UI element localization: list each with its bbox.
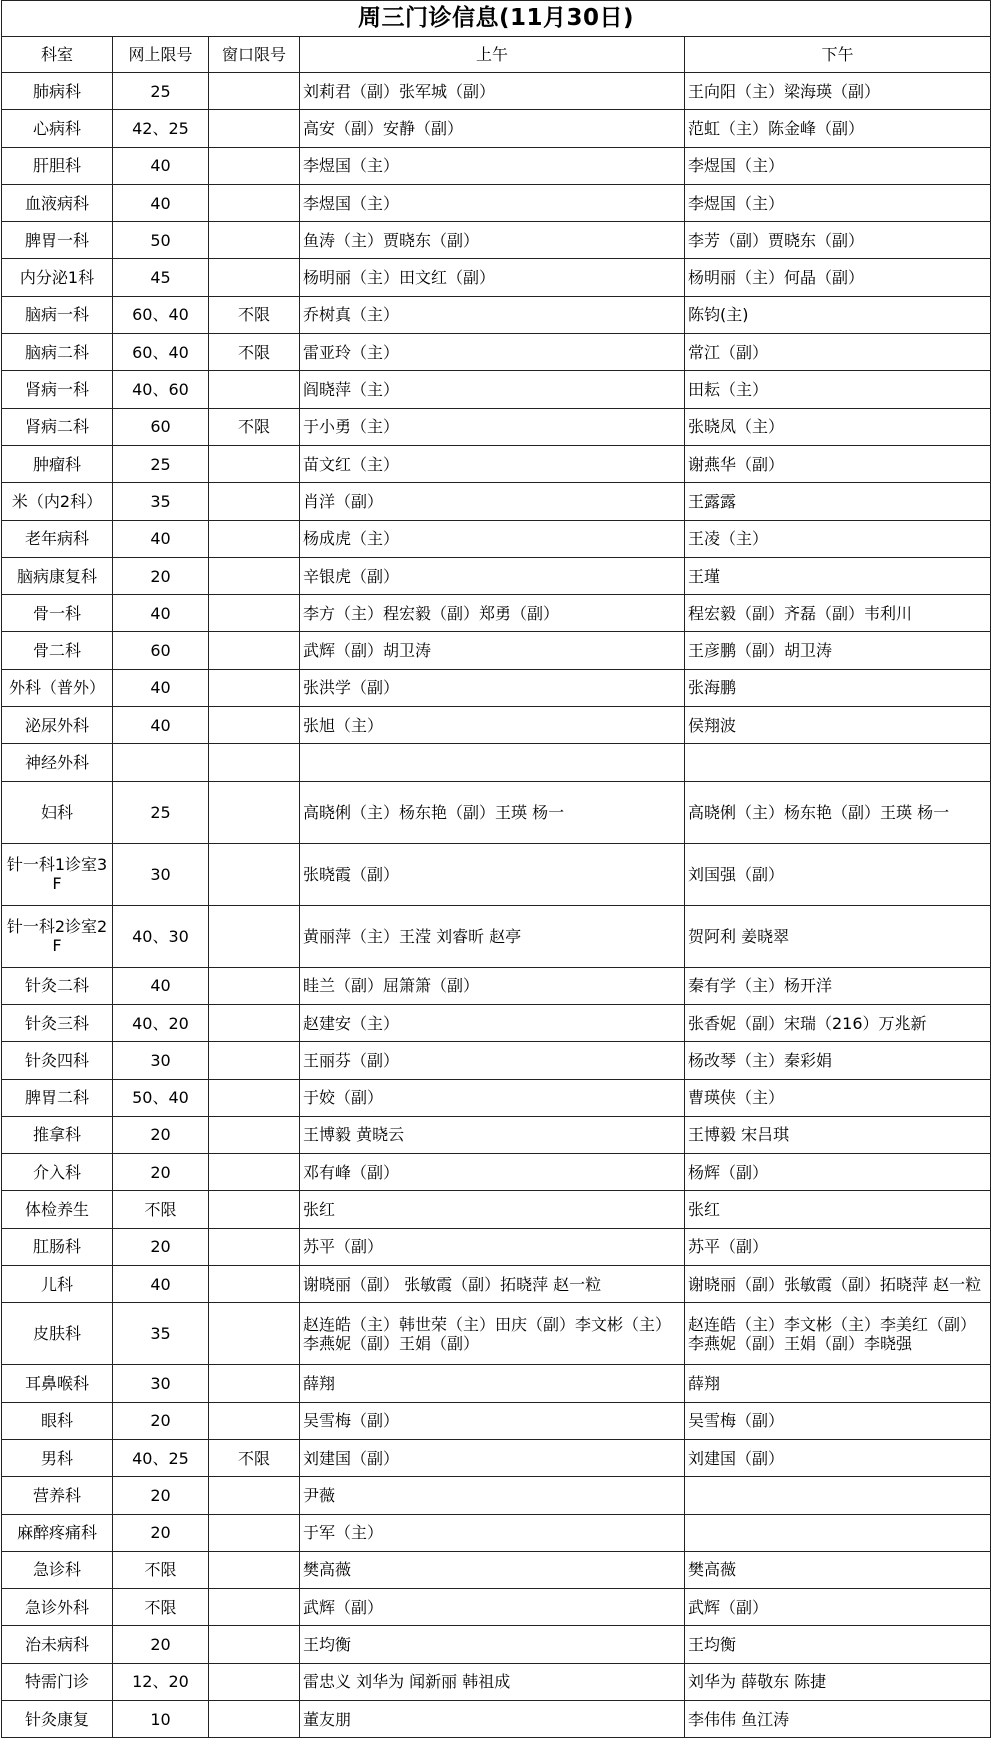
online-limit-cell: 20 (113, 1402, 209, 1439)
table-row (2, 1079, 991, 1116)
table-row (2, 595, 991, 632)
table-row (2, 1477, 991, 1514)
window-limit-cell (209, 445, 300, 482)
column-header-afternoon: 下午 (685, 37, 991, 73)
dept-cell: 针灸康复 (2, 1700, 113, 1737)
dept-cell: 针灸三科 (2, 1004, 113, 1041)
afternoon-doctors-cell: 王向阳（主）梁海瑛（副） (685, 73, 991, 110)
morning-doctors-cell: 于姣（副） (300, 1079, 685, 1116)
window-limit-cell (209, 905, 300, 967)
online-limit-cell: 20 (113, 1514, 209, 1551)
online-limit-cell: 40 (113, 1266, 209, 1303)
dept-cell: 针灸二科 (2, 967, 113, 1004)
dept-cell: 外科（普外） (2, 669, 113, 706)
table-row (2, 1228, 991, 1265)
afternoon-doctors-cell: 张香妮（副）宋瑞（216）万兆新 (685, 1004, 991, 1041)
dept-cell: 神经外科 (2, 744, 113, 781)
online-limit-cell: 40 (113, 184, 209, 221)
table-row (2, 905, 991, 967)
table-row (2, 110, 991, 147)
online-limit-cell: 不限 (113, 1551, 209, 1588)
afternoon-doctors-cell: 常江（副） (685, 334, 991, 371)
afternoon-doctors-cell: 樊高薇 (685, 1551, 991, 1588)
afternoon-doctors-cell: 王均衡 (685, 1626, 991, 1663)
morning-doctors-cell: 武辉（副） (300, 1589, 685, 1626)
column-header-online-limit: 网上限号 (113, 37, 209, 73)
table-row (2, 1191, 991, 1228)
table-row (2, 1365, 991, 1402)
dept-cell: 推拿科 (2, 1116, 113, 1153)
window-limit-cell (209, 1402, 300, 1439)
morning-doctors-cell: 薛翔 (300, 1365, 685, 1402)
table-row (2, 334, 991, 371)
morning-doctors-cell: 赵建安（主） (300, 1004, 685, 1041)
schedule-table (1, 0, 991, 1738)
table-row (2, 1402, 991, 1439)
afternoon-doctors-cell: 薛翔 (685, 1365, 991, 1402)
morning-doctors-cell: 刘莉君（副）张军城（副） (300, 73, 685, 110)
morning-doctors-cell: 张洪学（副） (300, 669, 685, 706)
afternoon-doctors-cell: 秦有学（主）杨开洋 (685, 967, 991, 1004)
morning-doctors-cell: 苗文红（主） (300, 445, 685, 482)
afternoon-doctors-cell: 程宏毅（副）齐磊（副）韦利川 (685, 595, 991, 632)
afternoon-doctors-cell: 刘华为 薛敬东 陈捷 (685, 1663, 991, 1700)
afternoon-doctors-cell: 苏平（副） (685, 1228, 991, 1265)
afternoon-doctors-cell: 谢晓丽（副）张敏霞（副）拓晓萍 赵一粒 (685, 1266, 991, 1303)
afternoon-doctors-cell: 赵连皓（主）李文彬（主）李美红（副）李燕妮（副）王娟（副）李晓强 (685, 1303, 991, 1365)
morning-doctors-cell: 赵连皓（主）韩世荣（主）田庆（副）李文彬（主）李燕妮（副）王娟（副） (300, 1303, 685, 1365)
column-header-dept: 科室 (2, 37, 113, 73)
morning-doctors-cell: 樊高薇 (300, 1551, 685, 1588)
window-limit-cell (209, 1116, 300, 1153)
table-row (2, 1154, 991, 1191)
table-row (2, 296, 991, 333)
morning-doctors-cell: 于军（主） (300, 1514, 685, 1551)
table-row (2, 259, 991, 296)
table-row (2, 744, 991, 781)
afternoon-doctors-cell: 王瑾 (685, 557, 991, 594)
online-limit-cell: 不限 (113, 1589, 209, 1626)
online-limit-cell: 60、40 (113, 334, 209, 371)
afternoon-doctors-cell: 杨改琴（主）秦彩娟 (685, 1042, 991, 1079)
dept-cell: 皮肤科 (2, 1303, 113, 1365)
morning-doctors-cell: 肖洋（副） (300, 483, 685, 520)
dept-cell: 营养科 (2, 1477, 113, 1514)
morning-doctors-cell: 刘建国（副） (300, 1439, 685, 1476)
window-limit-cell (209, 110, 300, 147)
morning-doctors-cell: 高安（副）安静（副） (300, 110, 685, 147)
table-row (2, 222, 991, 259)
table-row (2, 781, 991, 843)
dept-cell: 骨二科 (2, 632, 113, 669)
dept-cell: 麻醉疼痛科 (2, 1514, 113, 1551)
table-row (2, 1663, 991, 1700)
header-row (2, 37, 991, 73)
morning-doctors-cell: 高晓俐（主）杨东艳（副）王瑛 杨一 (300, 781, 685, 843)
window-limit-cell (209, 1700, 300, 1737)
online-limit-cell: 25 (113, 781, 209, 843)
window-limit-cell (209, 632, 300, 669)
afternoon-doctors-cell: 谢燕华（副） (685, 445, 991, 482)
window-limit-cell (209, 483, 300, 520)
afternoon-doctors-cell: 王凌（主） (685, 520, 991, 557)
window-limit-cell: 不限 (209, 296, 300, 333)
window-limit-cell (209, 595, 300, 632)
window-limit-cell (209, 843, 300, 905)
window-limit-cell (209, 1191, 300, 1228)
dept-cell: 肿瘤科 (2, 445, 113, 482)
window-limit-cell (209, 1154, 300, 1191)
dept-cell: 妇科 (2, 781, 113, 843)
online-limit-cell: 40 (113, 967, 209, 1004)
morning-doctors-cell: 董友朋 (300, 1700, 685, 1737)
table-row (2, 1004, 991, 1041)
table-row (2, 1514, 991, 1551)
page-title: 周三门诊信息(11月30日) (2, 1, 991, 37)
online-limit-cell: 40、60 (113, 371, 209, 408)
window-limit-cell (209, 371, 300, 408)
dept-cell: 针一科1诊室3F (2, 843, 113, 905)
window-limit-cell (209, 1589, 300, 1626)
online-limit-cell: 40、20 (113, 1004, 209, 1041)
dept-cell: 针一科2诊室2F (2, 905, 113, 967)
dept-cell: 血液病科 (2, 184, 113, 221)
morning-doctors-cell: 张晓霞（副） (300, 843, 685, 905)
afternoon-doctors-cell: 范虹（主）陈金峰（副） (685, 110, 991, 147)
afternoon-doctors-cell: 杨明丽（主）何晶（副） (685, 259, 991, 296)
window-limit-cell (209, 1663, 300, 1700)
dept-cell: 急诊外科 (2, 1589, 113, 1626)
table-row (2, 669, 991, 706)
dept-cell: 耳鼻喉科 (2, 1365, 113, 1402)
window-limit-cell (209, 147, 300, 184)
column-header-window-limit: 窗口限号 (209, 37, 300, 73)
table-row (2, 1551, 991, 1588)
afternoon-doctors-cell (685, 744, 991, 781)
morning-doctors-cell: 邓有峰（副） (300, 1154, 685, 1191)
window-limit-cell (209, 707, 300, 744)
dept-cell: 骨一科 (2, 595, 113, 632)
morning-doctors-cell: 王博毅 黄晓云 (300, 1116, 685, 1153)
online-limit-cell: 20 (113, 1116, 209, 1153)
morning-doctors-cell: 杨成虎（主） (300, 520, 685, 557)
morning-doctors-cell: 乔树真（主） (300, 296, 685, 333)
dept-cell: 脾胃一科 (2, 222, 113, 259)
window-limit-cell: 不限 (209, 334, 300, 371)
afternoon-doctors-cell: 刘建国（副） (685, 1439, 991, 1476)
morning-doctors-cell: 王均衡 (300, 1626, 685, 1663)
afternoon-doctors-cell: 侯翔波 (685, 707, 991, 744)
window-limit-cell (209, 967, 300, 1004)
online-limit-cell: 35 (113, 483, 209, 520)
table-row (2, 632, 991, 669)
window-limit-cell (209, 1626, 300, 1663)
window-limit-cell (209, 669, 300, 706)
afternoon-doctors-cell: 张晓凤（主） (685, 408, 991, 445)
morning-doctors-cell: 辛银虎（副） (300, 557, 685, 594)
afternoon-doctors-cell: 刘国强（副） (685, 843, 991, 905)
dept-cell: 眼科 (2, 1402, 113, 1439)
dept-cell: 肺病科 (2, 73, 113, 110)
table-row (2, 147, 991, 184)
online-limit-cell: 60、40 (113, 296, 209, 333)
table-row (2, 1626, 991, 1663)
table-row (2, 184, 991, 221)
table-row (2, 1042, 991, 1079)
online-limit-cell: 12、20 (113, 1663, 209, 1700)
table-row (2, 408, 991, 445)
online-limit-cell: 20 (113, 557, 209, 594)
window-limit-cell (209, 1551, 300, 1588)
window-limit-cell (209, 1303, 300, 1365)
dept-cell: 介入科 (2, 1154, 113, 1191)
dept-cell: 治未病科 (2, 1626, 113, 1663)
dept-cell: 脑病二科 (2, 334, 113, 371)
online-limit-cell: 42、25 (113, 110, 209, 147)
online-limit-cell: 40 (113, 669, 209, 706)
online-limit-cell: 30 (113, 1042, 209, 1079)
dept-cell: 肾病二科 (2, 408, 113, 445)
morning-doctors-cell: 张旭（主） (300, 707, 685, 744)
dept-cell: 心病科 (2, 110, 113, 147)
dept-cell: 脑病康复科 (2, 557, 113, 594)
dept-cell: 泌尿外科 (2, 707, 113, 744)
window-limit-cell (209, 1042, 300, 1079)
morning-doctors-cell: 李煜国（主） (300, 184, 685, 221)
table-row (2, 1589, 991, 1626)
morning-doctors-cell: 王丽芬（副） (300, 1042, 685, 1079)
window-limit-cell (209, 259, 300, 296)
table-row (2, 1266, 991, 1303)
morning-doctors-cell: 于小勇（主） (300, 408, 685, 445)
online-limit-cell: 50 (113, 222, 209, 259)
dept-cell: 男科 (2, 1439, 113, 1476)
window-limit-cell (209, 73, 300, 110)
online-limit-cell: 25 (113, 73, 209, 110)
afternoon-doctors-cell: 李伟伟 鱼江涛 (685, 1700, 991, 1737)
online-limit-cell: 40、25 (113, 1439, 209, 1476)
morning-doctors-cell: 李煜国（主） (300, 147, 685, 184)
table-row (2, 967, 991, 1004)
table-row (2, 843, 991, 905)
window-limit-cell (209, 1079, 300, 1116)
table-row (2, 1303, 991, 1365)
online-limit-cell: 50、40 (113, 1079, 209, 1116)
morning-doctors-cell: 鱼涛（主）贾晓东（副） (300, 222, 685, 259)
online-limit-cell: 35 (113, 1303, 209, 1365)
online-limit-cell: 40 (113, 707, 209, 744)
online-limit-cell: 40 (113, 147, 209, 184)
online-limit-cell: 45 (113, 259, 209, 296)
table-row (2, 1439, 991, 1476)
dept-cell: 老年病科 (2, 520, 113, 557)
morning-doctors-cell: 吴雪梅（副） (300, 1402, 685, 1439)
table-row (2, 445, 991, 482)
window-limit-cell (209, 520, 300, 557)
morning-doctors-cell (300, 744, 685, 781)
afternoon-doctors-cell: 陈钧(主) (685, 296, 991, 333)
schedule-rows (2, 73, 991, 1738)
online-limit-cell: 40 (113, 520, 209, 557)
online-limit-cell: 30 (113, 1365, 209, 1402)
column-header-morning: 上午 (300, 37, 685, 73)
afternoon-doctors-cell: 张红 (685, 1191, 991, 1228)
table-row (2, 1116, 991, 1153)
morning-doctors-cell: 李方（主）程宏毅（副）郑勇（副） (300, 595, 685, 632)
afternoon-doctors-cell: 田耘（主） (685, 371, 991, 408)
morning-doctors-cell: 尹薇 (300, 1477, 685, 1514)
dept-cell: 米（内2科） (2, 483, 113, 520)
table-row (2, 557, 991, 594)
window-limit-cell (209, 184, 300, 221)
table-row (2, 371, 991, 408)
dept-cell: 体检养生 (2, 1191, 113, 1228)
online-limit-cell: 25 (113, 445, 209, 482)
afternoon-doctors-cell: 王彦鹏（副）胡卫涛 (685, 632, 991, 669)
dept-cell: 脾胃二科 (2, 1079, 113, 1116)
dept-cell: 急诊科 (2, 1551, 113, 1588)
afternoon-doctors-cell: 武辉（副） (685, 1589, 991, 1626)
morning-doctors-cell: 雷亚玲（主） (300, 334, 685, 371)
online-limit-cell: 60 (113, 632, 209, 669)
window-limit-cell (209, 1365, 300, 1402)
window-limit-cell (209, 1477, 300, 1514)
table-row (2, 1700, 991, 1737)
dept-cell: 肾病一科 (2, 371, 113, 408)
morning-doctors-cell: 雷忠义 刘华为 闻新丽 韩祖成 (300, 1663, 685, 1700)
online-limit-cell: 20 (113, 1626, 209, 1663)
dept-cell: 脑病一科 (2, 296, 113, 333)
afternoon-doctors-cell: 李煜国（主） (685, 184, 991, 221)
window-limit-cell (209, 744, 300, 781)
window-limit-cell: 不限 (209, 1439, 300, 1476)
online-limit-cell (113, 744, 209, 781)
table-row (2, 483, 991, 520)
morning-doctors-cell: 张红 (300, 1191, 685, 1228)
window-limit-cell (209, 1004, 300, 1041)
morning-doctors-cell: 阎晓萍（主） (300, 371, 685, 408)
afternoon-doctors-cell (685, 1514, 991, 1551)
dept-cell: 肝胆科 (2, 147, 113, 184)
table-row (2, 73, 991, 110)
afternoon-doctors-cell: 贺阿利 姜晓翠 (685, 905, 991, 967)
afternoon-doctors-cell: 吴雪梅（副） (685, 1402, 991, 1439)
afternoon-doctors-cell: 张海鹏 (685, 669, 991, 706)
morning-doctors-cell: 黄丽萍（主）王滢 刘睿昕 赵亭 (300, 905, 685, 967)
table-row (2, 520, 991, 557)
afternoon-doctors-cell: 曹瑛侠（主） (685, 1079, 991, 1116)
window-limit-cell (209, 1266, 300, 1303)
window-limit-cell: 不限 (209, 408, 300, 445)
dept-cell: 内分泌1科 (2, 259, 113, 296)
afternoon-doctors-cell: 杨辉（副） (685, 1154, 991, 1191)
morning-doctors-cell: 杨明丽（主）田文红（副） (300, 259, 685, 296)
online-limit-cell: 30 (113, 843, 209, 905)
online-limit-cell: 20 (113, 1228, 209, 1265)
online-limit-cell: 40、30 (113, 905, 209, 967)
window-limit-cell (209, 781, 300, 843)
window-limit-cell (209, 222, 300, 259)
window-limit-cell (209, 557, 300, 594)
afternoon-doctors-cell: 高晓俐（主）杨东艳（副）王瑛 杨一 (685, 781, 991, 843)
online-limit-cell: 不限 (113, 1191, 209, 1228)
window-limit-cell (209, 1228, 300, 1265)
afternoon-doctors-cell: 李芳（副）贾晓东（副） (685, 222, 991, 259)
morning-doctors-cell: 苏平（副） (300, 1228, 685, 1265)
dept-cell: 肛肠科 (2, 1228, 113, 1265)
afternoon-doctors-cell: 王博毅 宋吕琪 (685, 1116, 991, 1153)
dept-cell: 针灸四科 (2, 1042, 113, 1079)
morning-doctors-cell: 武辉（副）胡卫涛 (300, 632, 685, 669)
morning-doctors-cell: 眭兰（副）屈箫箫（副） (300, 967, 685, 1004)
dept-cell: 儿科 (2, 1266, 113, 1303)
afternoon-doctors-cell: 王露露 (685, 483, 991, 520)
online-limit-cell: 10 (113, 1700, 209, 1737)
window-limit-cell (209, 1514, 300, 1551)
morning-doctors-cell: 谢晓丽（副） 张敏霞（副）拓晓萍 赵一粒 (300, 1266, 685, 1303)
online-limit-cell: 20 (113, 1154, 209, 1191)
dept-cell: 特需门诊 (2, 1663, 113, 1700)
afternoon-doctors-cell (685, 1477, 991, 1514)
afternoon-doctors-cell: 李煜国（主） (685, 147, 991, 184)
online-limit-cell: 40 (113, 595, 209, 632)
online-limit-cell: 60 (113, 408, 209, 445)
online-limit-cell: 20 (113, 1477, 209, 1514)
table-row (2, 707, 991, 744)
